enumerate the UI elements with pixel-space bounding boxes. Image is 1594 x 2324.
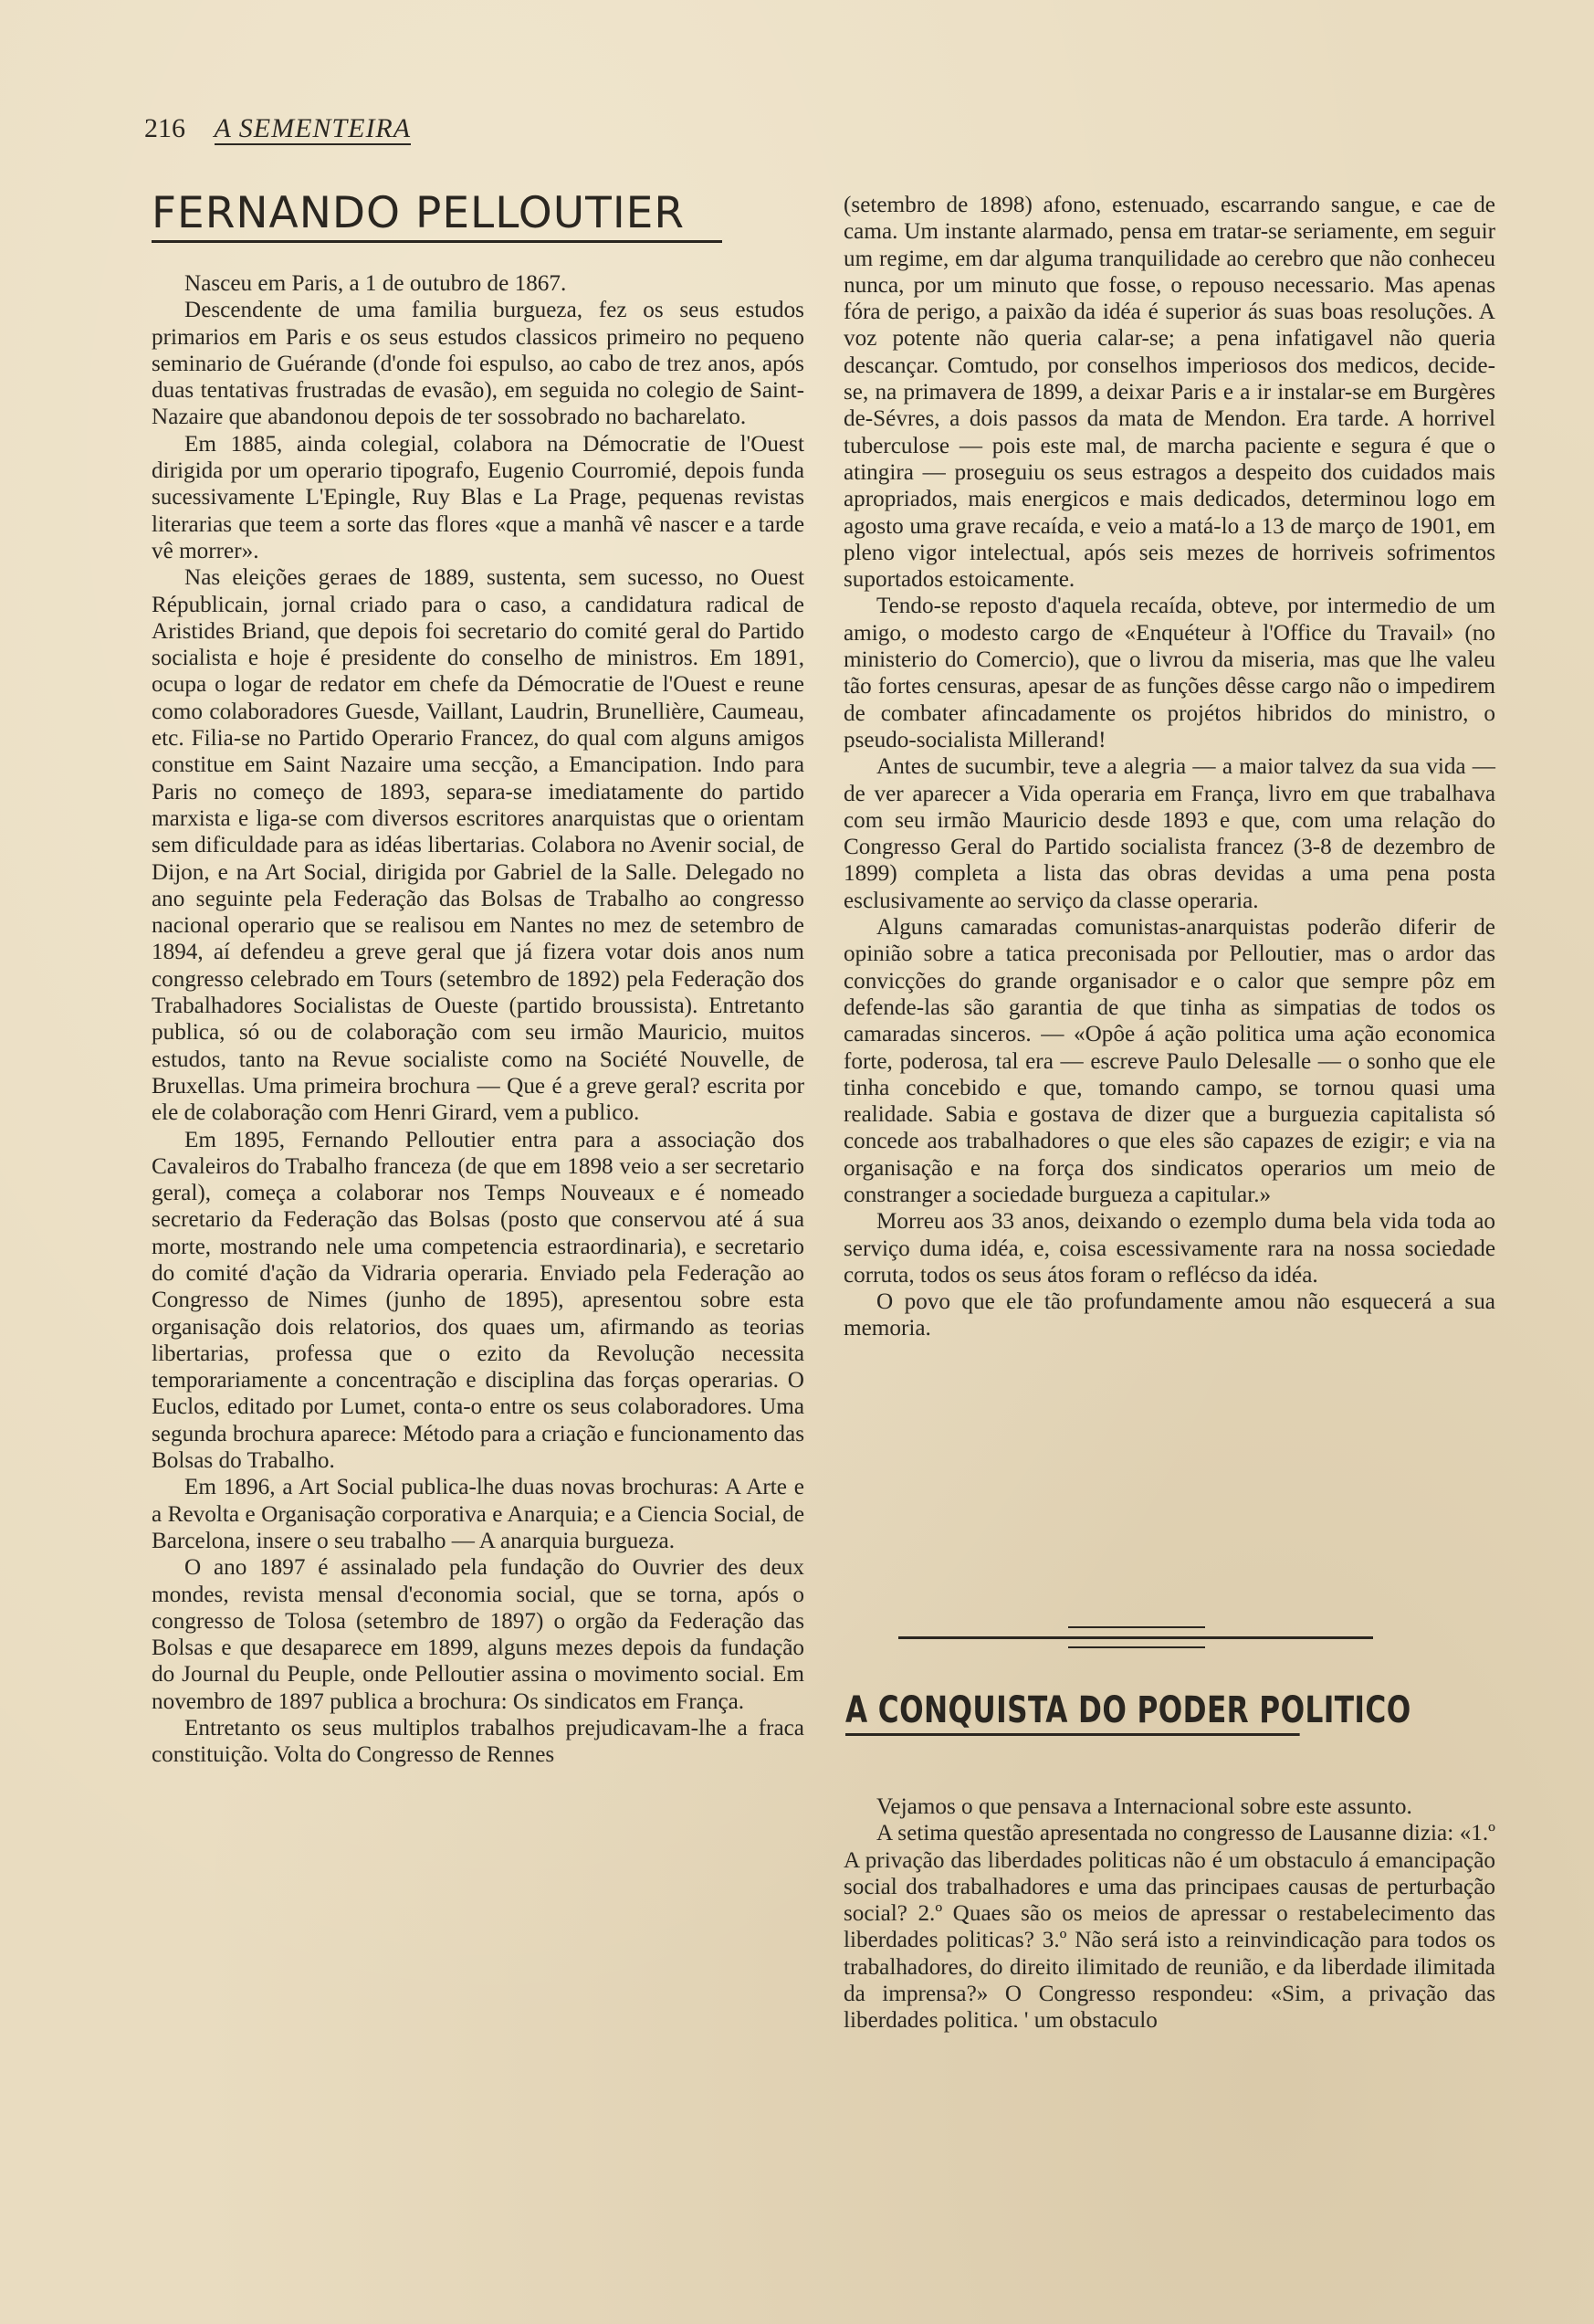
paragraph: Antes de sucumbir, teve a alegria — a maior talvez da sua vida — de ver aparecer a Vida operaria em França, livro em que trabalhava com seu irmão Mauricio desde 1893 e que, com uma relação do Congresso Geral do Partido socialista francez (3-8 de dezembro de 1899) completa a lista das obras devidas a uma pena posta esclusivamente ao serviço da classe operaria.	[844, 754, 1495, 913]
paragraph: O ano 1897 é assinalado pela fundação do Ouvrier des deux mondes, revista mensal d'economia social, que se torna, após o congresso de Tolosa (setembro de 1897) o orgão da Federação das Bolsas e que desaparece em 1899, alguns mezes depois da fundação do Journal du Peuple, onde Pelloutier assina o movimento social. Em novembro de 1897 publica a brochura: Os sindicatos em França.	[152, 1555, 804, 1714]
page-header	[144, 113, 655, 150]
paragraph: (setembro de 1898) afono, estenuado, escarrando sangue, e cae de cama. Um instante alarmado, pensa em tratar-se seriamente, em seguir um regime, em dar alguma tranquilidade ao cerebro que não conheceu nunca, por um minuto que fosse, o repouso necessario. Mas apenas fóra de perigo, a paixão da idéa é superior ás suas boas resoluções. A voz potente não queria calar-se; a pena infatigavel não queria descançar. Comtudo, por conselhos imperiosos dos medicos, decide-se, na primavera de 1899, a deixar Paris e a ir instalar-se em Burgères de-Sévres, a dois passos da mata de Mendon. Era tarde. A horrivel tuberculose — pois este mal, de marcha paciente e segura é que o atingira — proseguiu os seus estragos a despeito dos cuidados mais apropriados, mais energicos e mais dedicados, determinou logo em agosto uma grave recaída, e veio a matá-lo a 13 de março de 1901, em pleno vigor intelectual, após seis mezes de horriveis sofrimentos suportados estoicamente.	[844, 193, 1495, 593]
paragraph: Morreu aos 33 anos, deixando o ezemplo duma bela vida toda ao serviço duma idéa, e, coisa escessivamente rara na nossa sociedade corruta, todos os seus átos foram o reflécso da idéa.	[844, 1209, 1495, 1288]
section-divider-short	[1068, 1646, 1205, 1648]
paragraph: Alguns camaradas comunistas-anarquistas poderão diferir de opinião sobre a tatica preconisada por Pelloutier, mas o ardor das convicções do grande organisador e o calor que sempre pôz em defende-las são garantia de que tinha as simpatias de todos os camaradas sinceros. — «Opôe á ação politica uma ação economica forte, poderosa, tal era — escreve Paulo Delesalle — o sonho que ele tinha concebido e que, tomando campo, se tornou quasi uma realidade. Sabia e gostava de dizer que a burguezia capitalista só concede aos trabalhadores o que eles são capazes de ezigir; e via na organisação e na força dos sindicatos operarios um meio de constranger a sociedade burgueza a capitular.»	[844, 915, 1495, 1207]
paragraph: Descendente de uma familia burgueza, fez os seus estudos primarios em Paris e os seus estudos classicos primeiro no pequeno seminario de Guérande (d'onde foi espulso, ao cabo de trez anos, após duas tentativas frustradas de evasão), em seguida no colegio de Saint-Nazaire que abandonou depois de ter sossobrado no bacharelato.	[152, 298, 804, 430]
paragraph: Em 1896, a Art Social publica-lhe duas novas brochuras: A Arte e a Revolta e Organisação corporativa e Anarquia; e a Ciencia Social, de Barcelona, insere o seu trabalho — A anarquia burgueza.	[152, 1475, 804, 1553]
article-title-conquista: A CONQUISTA DO PODER POLITICO	[845, 1689, 1300, 1736]
paragraph: Tendo-se reposto d'aquela recaída, obteve, por intermedio de um amigo, o modesto cargo de «Enquéteur à l'Office du Travail» (no ministerio do Comercio), que o livrou da miseria, mas que lhe valeu tão fortes censuras, apesar de as funções dêsse cargo não o impedirem de combater afincadamente os projétos hibridos do ministro, o pseudo-socialista Millerand!	[844, 594, 1495, 752]
paragraph: Nasceu em Paris, a 1 de outubro de 1867.	[184, 271, 567, 296]
left-column	[152, 270, 804, 1769]
paragraph: O povo que ele tão profundamente amou não esquecerá a sua memoria.	[844, 1289, 1495, 1341]
article-title-pelloutier: FERNANDO PELLOUTIER	[152, 188, 722, 243]
paragraph: Em 1885, ainda colegial, colabora na Démocratie de l'Ouest dirigida por um operario tipografo, Eugenio Courromié, depois funda sucessivamente L'Epingle, Ruy Blas e La Prage, pequenas revistas literarias que teem a sorte das flores «que a manhã vê nascer e a tarde vê morrer».	[152, 431, 804, 563]
paragraph: Vejamos o que pensava a Internacional sobre este assunto.	[876, 1794, 1412, 1819]
right-column	[844, 192, 1495, 1342]
right-column-lower	[844, 1793, 1495, 2035]
page-number: 216	[144, 113, 185, 143]
paragraph: Entretanto os seus multiplos trabalhos prejudicavam-lhe a fraca constituição. Volta do Congresso de Rennes	[152, 1716, 804, 1768]
section-divider	[898, 1636, 1373, 1639]
paragraph: Em 1895, Fernando Pelloutier entra para a associação dos Cavaleiros do Trabalho franceza (de que em 1898 veio a ser secretario geral), começa a colaborar nos Temps Nouveaux e é nomeado secretario da Federação das Bolsas (posto que conservou até á sua morte, mostrando nele uma competencia estraordinaria), e secretario do comité d'ação da Vidraria operaria. Enviado pela Federação ao Congresso de Nimes (junho de 1895), apresentou sobre esta organisação dois relatorios, dos quaes um, afirmando as teorias libertarias, professa que o ezito da Revolução necessita temporariamente a concentração e disciplina das forças operarias. O Euclos, editado por Lumet, conta-o entre os seus colaboradores. Uma segunda brochura aparece: Método para a criação e funcionamento das Bolsas do Trabalho.	[152, 1127, 804, 1474]
paragraph: A setima questão apresentada no congresso de Lausanne dizia: «1.º A privação das liberdades politicas não é um obstaculo á emancipação social dos trabalhadores e uma das principaes causas de perturbação social? 2.º Quaes são os meios de apressar o restabelecimento das liberdades politicas? 3.º Não será isto a reinvindicação para todos os trabalhadores, do direito ilimitado de reunião, e da liberdade ilimitada da imprensa?» O Congresso respondeu: «Sim, a privação das liberdades politica. ' um obstaculo	[844, 1821, 1495, 2034]
magazine-title: A SEMENTEIRA	[214, 113, 412, 143]
section-divider-short	[1068, 1626, 1205, 1628]
paragraph: Nas eleições geraes de 1889, sustenta, sem sucesso, no Ouest Républicain, jornal criado para o caso, a candidatura radical de Aristides Briand, que depois foi secretario do comité geral do Partido socialista e hoje é presidente do conselho de ministros. Em 1891, ocupa o logar de redator em chefe da Démocratie de l'Ouest e reune como colaboradores Guesde, Vaillant, Laudrin, Brunellière, Caumeau, etc. Filia-se no Partido Operario Francez, do qual com alguns amigos constitue em Saint Nazaire uma secção, a Emancipation. Indo para Paris no começo de 1893, separa-se imediatamente do partido marxista e liga-se com diversos escritores anarquistas que o orientam sem dificuldade para as idéas libertarias. Colabora no Avenir social, de Dijon, e na Art Social, dirigida por Gabriel de la Salle. Delegado no ano seguinte pela Federação das Bolsas de Trabalho ao congresso nacional operario que se realisou em Nantes no mez de setembro de 1894, aí defendeu a greve geral que já fizera votar dois anos num congresso celebrado em Tours (setembro de 1892) pela Federação dos Trabalhadores Socialistas de Oueste (partido broussista). Entretanto publica, só ou de colaboração com seu irmão Mauricio, muitos estudos, tanto na Revue socialiste como na Société Nouvelle, de Bruxellas. Uma primeira brochura — Que é a greve geral? escrita por ele de colaboração com Henri Girard, vem a publico.	[152, 565, 804, 1126]
